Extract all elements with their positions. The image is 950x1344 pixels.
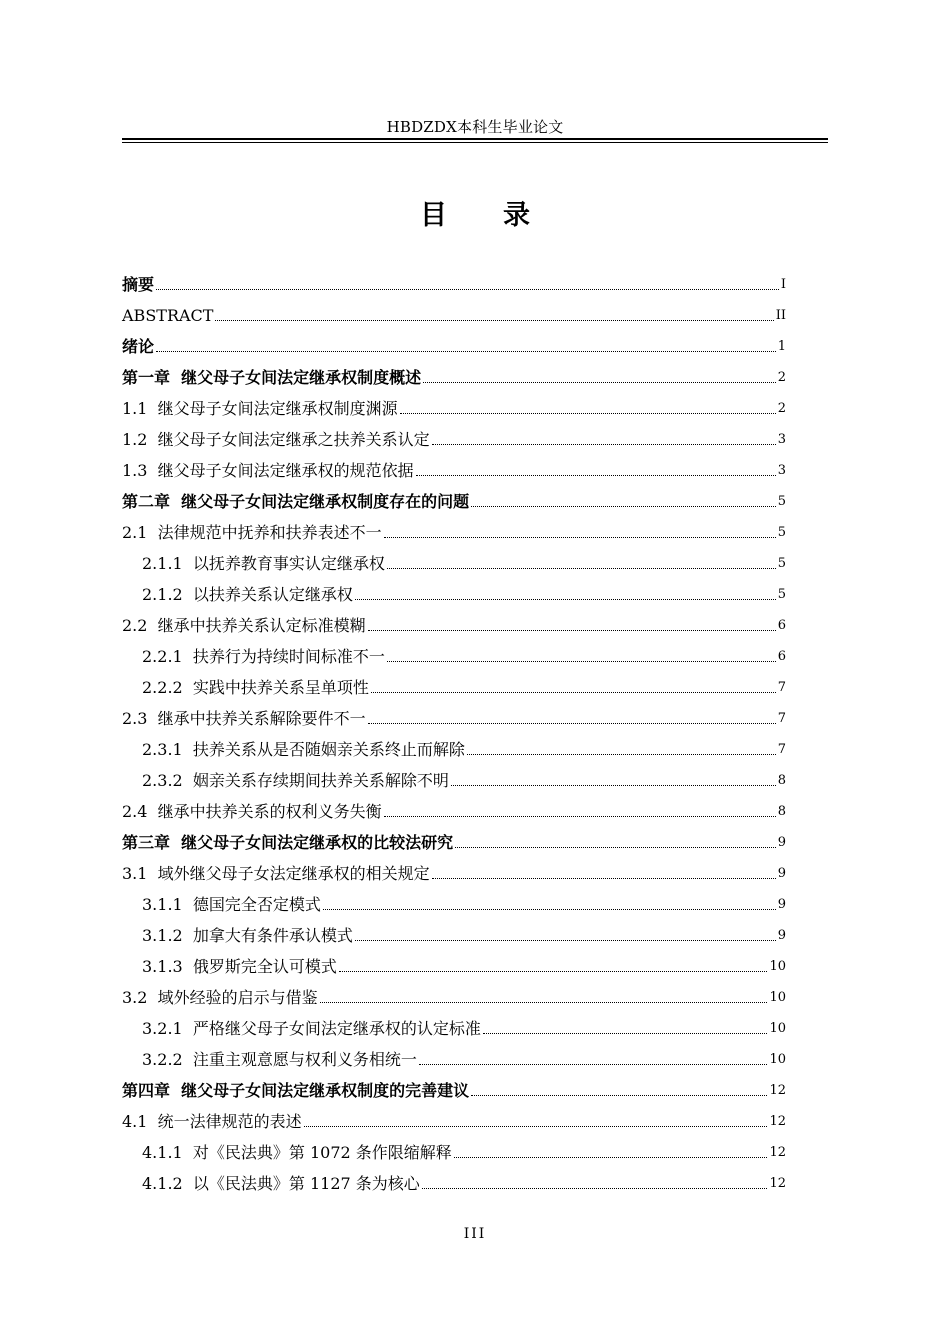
toc-entry-page: 10	[769, 1052, 786, 1067]
toc-entry[interactable]	[122, 515, 786, 546]
toc-entry-page: 1	[777, 339, 786, 354]
toc-entry-page: 7	[777, 711, 786, 726]
toc-entry-page: 12	[769, 1145, 786, 1160]
toc-entry-label: 2.3.1 扶养关系从是否随姻亲关系终止而解除	[142, 740, 465, 759]
toc-entry-page: II	[775, 308, 786, 323]
toc-dot-leader	[368, 630, 776, 631]
toc-entry-label: 3.1 域外继父母子女法定继承权的相关规定	[122, 864, 430, 883]
toc-dot-leader	[355, 940, 776, 941]
toc-entry-label: 2.1 法律规范中抚养和扶养表述不一	[122, 523, 382, 542]
toc-entry[interactable]	[122, 484, 786, 515]
toc-entry-label: 第三章 继父母子女间法定继承权的比较法研究	[122, 833, 454, 852]
toc-entry[interactable]	[122, 267, 786, 298]
toc-entry-page: 5	[777, 525, 786, 540]
toc-dot-leader	[419, 1064, 768, 1065]
toc-entry-label: 4.1.2 以《民法典》第 1127 条为核心	[142, 1174, 420, 1193]
toc-entry-label: 第四章 继父母子女间法定继承权制度的完善建议	[122, 1081, 470, 1100]
toc-entry[interactable]	[122, 577, 786, 608]
toc-entry-label: 4.1 统一法律规范的表述	[122, 1112, 302, 1131]
toc-entry[interactable]	[122, 825, 786, 856]
toc-entry[interactable]	[122, 949, 786, 980]
header-rule-thin	[122, 142, 828, 143]
toc-dot-leader	[320, 1002, 768, 1003]
toc-entry[interactable]	[122, 639, 786, 670]
header-rule-thick	[122, 138, 828, 140]
toc-entry[interactable]	[122, 298, 786, 329]
toc-entry-page: 9	[777, 928, 786, 943]
toc-dot-leader	[423, 382, 776, 383]
toc-entry-page: 12	[769, 1083, 786, 1098]
toc-entry-label: ABSTRACT	[122, 306, 214, 325]
toc-entry-label: 1.1 继父母子女间法定继承权制度渊源	[122, 399, 398, 418]
toc-dot-leader	[432, 878, 776, 879]
toc-dot-leader	[387, 661, 776, 662]
toc-dot-leader	[454, 1157, 768, 1158]
toc-entry-label: 3.2.1 严格继父母子女间法定继承权的认定标准	[142, 1019, 481, 1038]
toc-entry-label: 1.3 继父母子女间法定继承权的规范依据	[122, 461, 414, 480]
toc-dot-leader	[323, 909, 776, 910]
toc-dot-leader	[416, 475, 776, 476]
toc-entry-label: 2.3 继承中扶养关系解除要件不一	[122, 709, 366, 728]
toc-dot-leader	[371, 692, 776, 693]
toc-entry[interactable]	[122, 670, 786, 701]
toc-dot-leader	[384, 816, 776, 817]
toc-entry-page: 9	[777, 897, 786, 912]
toc-dot-leader	[368, 723, 776, 724]
page-title	[0, 193, 950, 232]
toc-entry[interactable]	[122, 856, 786, 887]
toc-dot-leader	[400, 413, 776, 414]
page-number: III	[463, 1226, 487, 1242]
toc-entry-page: I	[780, 277, 786, 292]
toc-entry-label: 3.2.2 注重主观意愿与权利义务相统一	[142, 1050, 417, 1069]
toc-entry-page: 3	[777, 463, 786, 478]
toc-entry[interactable]	[122, 1166, 786, 1197]
toc-entry-page: 7	[777, 680, 786, 695]
toc-entry[interactable]	[122, 887, 786, 918]
toc-dot-leader	[156, 351, 776, 352]
running-header: HBDZDX本科生毕业论文	[386, 118, 564, 136]
toc-dot-leader	[215, 320, 773, 321]
toc-entry-page: 7	[777, 742, 786, 757]
toc-dot-leader	[156, 289, 779, 290]
toc-entry-page: 8	[777, 804, 786, 819]
toc-entry[interactable]	[122, 453, 786, 484]
toc-entry-label: 第二章 继父母子女间法定继承权制度存在的问题	[122, 492, 470, 511]
toc-entry-label: 2.2 继承中扶养关系认定标准模糊	[122, 616, 366, 635]
toc-entry-label: 第一章 继父母子女间法定继承权制度概述	[122, 368, 422, 387]
toc-entry-page: 9	[777, 866, 786, 881]
toc-dot-leader	[339, 971, 768, 972]
toc-entry-label: 2.4 继承中扶养关系的权利义务失衡	[122, 802, 382, 821]
toc-entry-label: 3.1.1 德国完全否定模式	[142, 895, 321, 914]
toc-dot-leader	[422, 1188, 768, 1189]
toc-entry[interactable]	[122, 422, 786, 453]
toc-entry-page: 12	[769, 1176, 786, 1191]
toc-entry-label: 2.2.2 实践中扶养关系呈单项性	[142, 678, 369, 697]
toc-entry[interactable]	[122, 1073, 786, 1104]
toc-entry-page: 10	[769, 990, 786, 1005]
toc-entry-label: 2.2.1 扶养行为持续时间标准不一	[142, 647, 385, 666]
toc-dot-leader	[471, 1095, 767, 1096]
toc-entry-label: 4.1.1 对《民法典》第 1072 条作限缩解释	[142, 1143, 452, 1162]
toc-dot-leader	[451, 785, 776, 786]
toc-entry-page: 12	[769, 1114, 786, 1129]
toc-entry-label: 3.1.2 加拿大有条件承认模式	[142, 926, 353, 945]
toc-entry-page: 5	[777, 494, 786, 509]
toc-entry-page: 3	[777, 432, 786, 447]
toc-entry-page: 5	[777, 587, 786, 602]
toc-entry-page: 5	[777, 556, 786, 571]
toc-entry-page: 2	[777, 401, 786, 416]
toc-dot-leader	[483, 1033, 768, 1034]
title-char-2: 录	[503, 200, 530, 231]
toc-entry-page: 2	[777, 370, 786, 385]
toc-entry[interactable]	[122, 1042, 786, 1073]
toc-entry-label: 绪论	[122, 337, 155, 356]
table-of-contents	[122, 267, 786, 1197]
toc-entry[interactable]	[122, 1011, 786, 1042]
toc-entry[interactable]	[122, 546, 786, 577]
toc-entry-label: 3.2 域外经验的启示与借鉴	[122, 988, 318, 1007]
toc-entry-label: 摘要	[122, 275, 155, 294]
toc-entry-label: 1.2 继父母子女间法定继承之扶养关系认定	[122, 430, 430, 449]
toc-entry-page: 6	[777, 618, 786, 633]
toc-dot-leader	[471, 506, 776, 507]
toc-entry-label: 2.3.2 姻亲关系存续期间扶养关系解除不明	[142, 771, 449, 790]
toc-entry[interactable]	[122, 608, 786, 639]
toc-dot-leader	[432, 444, 776, 445]
toc-entry[interactable]	[122, 1135, 786, 1166]
toc-dot-leader	[387, 568, 776, 569]
toc-entry[interactable]	[122, 918, 786, 949]
toc-dot-leader	[455, 847, 776, 848]
toc-entry[interactable]	[122, 732, 786, 763]
toc-entry-label: 3.1.3 俄罗斯完全认可模式	[142, 957, 337, 976]
toc-entry[interactable]	[122, 980, 786, 1011]
toc-entry-page: 10	[769, 959, 786, 974]
toc-entry-label: 2.1.1 以抚养教育事实认定继承权	[142, 554, 385, 573]
toc-entry[interactable]	[122, 794, 786, 825]
toc-dot-leader	[304, 1126, 768, 1127]
toc-dot-leader	[384, 537, 776, 538]
toc-entry[interactable]	[122, 329, 786, 360]
toc-dot-leader	[467, 754, 776, 755]
toc-entry[interactable]	[122, 391, 786, 422]
toc-entry[interactable]	[122, 360, 786, 391]
toc-entry-page: 8	[777, 773, 786, 788]
toc-entry-page: 9	[777, 835, 786, 850]
toc-entry[interactable]	[122, 1104, 786, 1135]
toc-entry-page: 6	[777, 649, 786, 664]
toc-entry[interactable]	[122, 701, 786, 732]
toc-entry[interactable]	[122, 763, 786, 794]
toc-entry-label: 2.1.2 以扶养关系认定继承权	[142, 585, 353, 604]
title-char-1: 目	[420, 200, 447, 231]
toc-entry-page: 10	[769, 1021, 786, 1036]
toc-dot-leader	[355, 599, 776, 600]
